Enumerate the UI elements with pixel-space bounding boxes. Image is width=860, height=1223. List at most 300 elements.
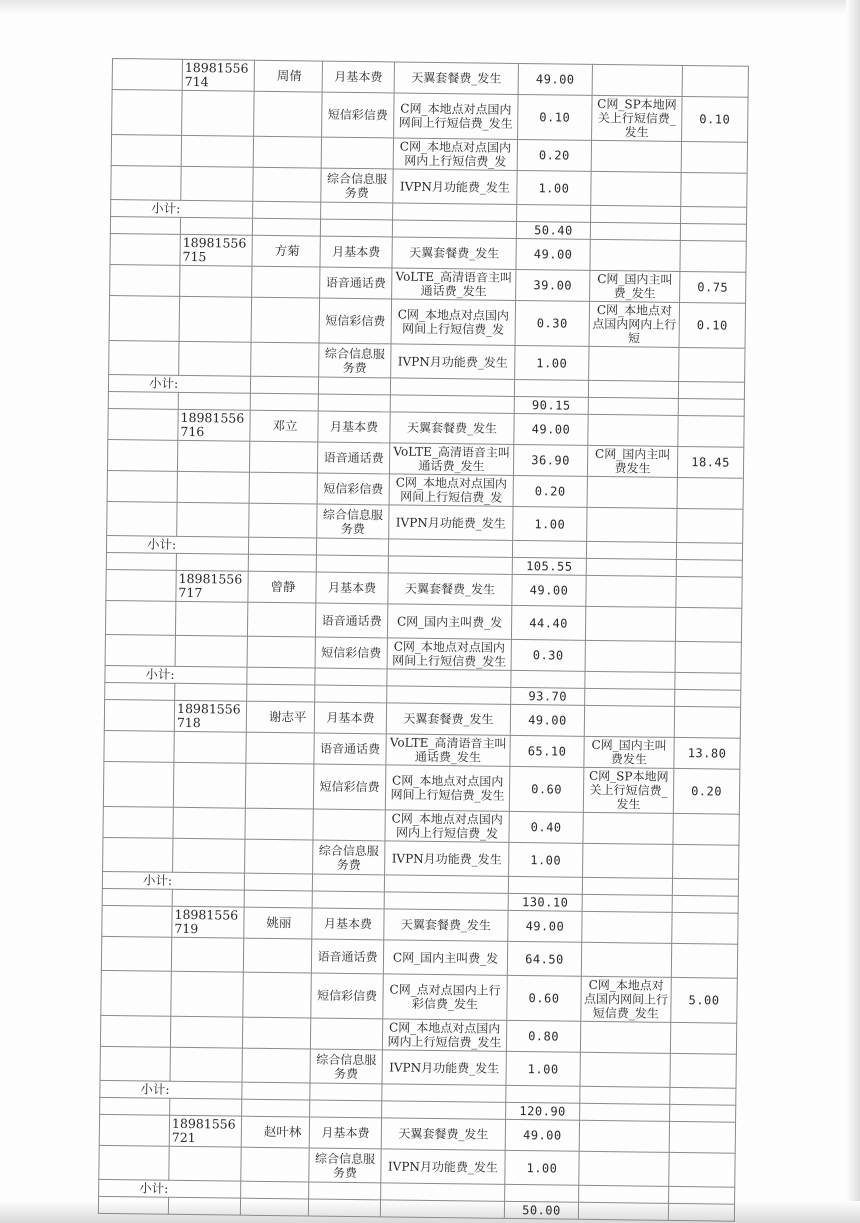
fee-amount: 1.00: [505, 1150, 579, 1185]
blank-cell: [100, 1097, 170, 1115]
fee-category: 综合信息服务费: [321, 168, 393, 203]
blank-cell: [240, 1198, 308, 1216]
fee-amount: 49.00: [512, 574, 586, 606]
fee-item: 天翼套餐费_发生: [384, 909, 508, 942]
fee-item: 天翼套餐费_发生: [390, 412, 514, 445]
customer-name: 邓立: [250, 410, 318, 442]
sub-fee-item: C网_国内主叫费发生: [587, 445, 677, 477]
blank-cell: [681, 206, 747, 224]
fee-item: 天翼套餐费_发生: [394, 62, 518, 95]
subtotal-label: 小计:: [108, 374, 250, 393]
fee-amount: 1.00: [515, 345, 589, 380]
blank-cell: [670, 1087, 736, 1105]
blank-cell: [672, 878, 738, 896]
blank-cell: [320, 219, 392, 237]
blank-cell: [390, 395, 514, 414]
blank-cell: [101, 936, 171, 971]
blank-cell: [586, 558, 676, 576]
fee-category: 综合信息服务费: [319, 343, 391, 378]
blank-cell: [242, 1017, 310, 1049]
blank-cell: [180, 217, 252, 235]
blank-cell: [109, 295, 180, 341]
blank-cell: [246, 732, 314, 764]
blank-cell: [179, 341, 251, 376]
bill-row: [103, 761, 740, 814]
fee-category: 短信彩信费: [311, 973, 384, 1019]
sub-fee-amount: [679, 347, 745, 382]
blank-cell: [102, 888, 172, 906]
sub-fee-amount: [682, 65, 748, 97]
blank-cell: [254, 91, 323, 137]
fee-amount: 49.00: [514, 413, 588, 445]
bill-row: [101, 970, 738, 1023]
blank-cell: [171, 971, 244, 1017]
blank-cell: [321, 202, 393, 220]
blank-cell: [180, 265, 252, 297]
blank-cell: [675, 689, 741, 707]
blank-cell: [109, 340, 179, 375]
sub-fee-item: C网_国内主叫费发生: [584, 736, 674, 768]
blank-cell: [100, 1015, 170, 1047]
sub-fee-amount: [669, 1121, 735, 1153]
sub-fee-amount: [669, 1152, 735, 1187]
fee-category: 综合信息服务费: [313, 840, 385, 875]
sub-fee-item: [591, 140, 681, 172]
sub-fee-item: [582, 911, 672, 943]
blank-cell: [106, 569, 176, 601]
blank-cell: [181, 135, 253, 167]
blank-cell: [105, 600, 175, 635]
blank-cell: [512, 540, 586, 558]
fee-category: 综合信息服务费: [317, 504, 389, 539]
sub-fee-item: [583, 812, 673, 844]
blank-cell: [247, 602, 315, 637]
fee-item: 天翼套餐费_发生: [386, 703, 510, 736]
subtotal-amount: 90.15: [514, 396, 588, 414]
billing-rows: [98, 59, 748, 1222]
fee-item: C网_本地点对点国内网内上行短信费_发: [385, 810, 509, 843]
subtotal-label: 小计:: [99, 1179, 241, 1198]
bill-row: [109, 295, 746, 348]
fee-category: 语音通话费: [315, 603, 387, 638]
blank-cell: [103, 761, 174, 807]
fee-category: 短信彩信费: [322, 92, 395, 138]
blank-cell: [247, 667, 315, 685]
fee-amount: 1.00: [517, 170, 591, 205]
sub-fee-amount: [678, 415, 744, 447]
fee-item: VoLTE_高清语音主叫通话费_发生: [386, 734, 510, 767]
blank-cell: [252, 266, 320, 298]
sub-fee-item: [579, 1151, 669, 1186]
blank-cell: [678, 381, 744, 399]
sub-fee-item: [592, 64, 682, 96]
sub-fee-amount: 0.10: [682, 96, 749, 142]
sub-fee-item: [591, 171, 681, 206]
fee-amount: 64.50: [507, 941, 581, 976]
blank-cell: [579, 1185, 669, 1203]
blank-cell: [98, 1196, 168, 1214]
blank-cell: [318, 394, 390, 412]
fee-category: 月基本费: [322, 61, 394, 93]
subtotal-amount: 105.55: [512, 557, 586, 575]
blank-cell: [308, 1199, 380, 1217]
blank-cell: [244, 873, 312, 891]
blank-cell: [676, 542, 742, 560]
blank-cell: [176, 553, 248, 571]
blank-cell: [107, 501, 177, 536]
blank-cell: [241, 1147, 309, 1182]
fee-category: 月基本费: [316, 572, 388, 604]
blank-cell: [249, 503, 317, 538]
account-number: 18981556716: [178, 409, 250, 441]
blank-cell: [580, 1086, 670, 1104]
blank-cell: [312, 874, 384, 892]
blank-cell: [675, 672, 741, 690]
fee-category: 语音通话费: [317, 442, 389, 474]
fee-category: 综合信息服务费: [309, 1148, 381, 1183]
fee-item: C网_本地点对点国内网间上行短信费_发: [391, 299, 516, 346]
blank-cell: [680, 223, 746, 241]
blank-cell: [243, 972, 312, 1018]
blank-cell: [588, 397, 678, 415]
subtotal-amount: 50.00: [504, 1201, 578, 1219]
blank-cell: [168, 1197, 240, 1215]
fee-category: 月基本费: [320, 236, 392, 268]
blank-cell: [312, 891, 384, 909]
blank-cell: [177, 502, 249, 537]
blank-cell: [173, 807, 245, 839]
blank-cell: [177, 440, 249, 472]
blank-cell: [253, 167, 321, 202]
blank-cell: [108, 391, 178, 409]
subtotal-label: 小计:: [105, 665, 247, 684]
fee-amount: 36.90: [513, 444, 587, 476]
sub-fee-amount: 0.20: [673, 768, 740, 814]
sub-fee-item: [587, 476, 677, 508]
fee-category: 月基本费: [312, 908, 384, 940]
blank-cell: [241, 1181, 309, 1199]
blank-cell: [585, 688, 675, 706]
sub-fee-item: [590, 239, 680, 271]
blank-cell: [242, 1099, 310, 1117]
blank-cell: [110, 264, 180, 296]
sub-fee-amount: [681, 141, 747, 173]
fee-item: 天翼套餐费_发生: [381, 1118, 505, 1151]
fee-amount: 0.20: [517, 139, 591, 171]
fee-amount: 44.40: [511, 605, 585, 640]
blank-cell: [104, 699, 174, 731]
fee-item: VoLTE_高清语音主叫通话费_发生: [392, 268, 516, 301]
fee-amount: 49.00: [516, 238, 590, 270]
blank-cell: [170, 1016, 242, 1048]
account-number: 18981556717: [176, 570, 248, 602]
sub-fee-item: C网_本地点对点国内网间上行短信费_发生: [581, 976, 672, 1022]
account-number: 18981556721: [169, 1115, 241, 1147]
blank-cell: [514, 379, 588, 397]
blank-cell: [169, 1146, 241, 1181]
fee-item: C网_本地点对点国内网间上行短信费_发: [389, 474, 513, 507]
fee-amount: 49.00: [505, 1119, 579, 1151]
blank-cell: [181, 166, 253, 201]
blank-cell: [171, 937, 243, 972]
customer-name: 姚丽: [244, 907, 312, 939]
blank-cell: [249, 441, 317, 473]
blank-cell: [111, 135, 181, 167]
blank-cell: [110, 216, 180, 234]
sub-fee-amount: [672, 912, 738, 944]
fee-amount: 0.10: [518, 94, 593, 140]
bill-row: [112, 90, 749, 143]
blank-cell: [384, 875, 508, 894]
subtotal-amount: 120.90: [506, 1102, 580, 1120]
sub-fee-amount: [677, 508, 743, 543]
sub-fee-amount: [671, 943, 737, 978]
fee-item: C网_点对点国内上行彩信费_发生: [383, 974, 508, 1021]
blank-cell: [249, 472, 317, 504]
blank-cell: [387, 669, 511, 688]
blank-cell: [582, 877, 672, 895]
blank-cell: [247, 636, 315, 668]
blank-cell: [242, 1048, 310, 1083]
subtotal-amount: 130.10: [508, 893, 582, 911]
fee-category: 短信彩信费: [319, 298, 392, 344]
fee-amount: 0.20: [513, 475, 587, 507]
sub-fee-item: [589, 346, 679, 381]
scan-edge-top: [0, 0, 860, 14]
blank-cell: [175, 601, 247, 636]
blank-cell: [244, 890, 312, 908]
blank-cell: [245, 808, 313, 840]
account-number: 18981556714: [182, 59, 254, 91]
blank-cell: [315, 685, 387, 703]
blank-cell: [676, 559, 742, 577]
blank-cell: [382, 1084, 506, 1103]
fee-amount: 39.00: [516, 269, 590, 301]
billing-table: [98, 58, 749, 1222]
fee-item: 天翼套餐费_发生: [392, 237, 516, 270]
blank-cell: [112, 90, 183, 136]
blank-cell: [392, 220, 516, 239]
blank-cell: [251, 342, 319, 377]
blank-cell: [106, 552, 176, 570]
blank-cell: [107, 439, 177, 471]
blank-cell: [585, 671, 675, 689]
blank-cell: [108, 408, 178, 440]
fee-amount: 0.40: [509, 811, 583, 843]
fee-amount: 0.80: [506, 1020, 580, 1052]
fee-amount: 1.00: [506, 1051, 580, 1086]
blank-cell: [381, 1183, 505, 1202]
fee-amount: 1.00: [513, 506, 587, 541]
sub-fee-amount: 0.75: [680, 271, 746, 303]
blank-cell: [517, 204, 591, 222]
fee-amount: 0.30: [515, 300, 590, 346]
sub-fee-amount: [675, 607, 741, 642]
sub-fee-amount: [676, 576, 742, 608]
blank-cell: [382, 1101, 506, 1120]
fee-amount: 0.60: [507, 975, 582, 1021]
blank-cell: [105, 682, 175, 700]
fee-category: 月基本费: [314, 702, 386, 734]
fee-amount: 49.00: [510, 704, 584, 736]
blank-cell: [245, 839, 313, 874]
sub-fee-amount: [673, 844, 739, 879]
subtotal-amount: 93.70: [511, 687, 585, 705]
bill-sheet: [99, 58, 748, 1218]
sub-fee-item: C网_SP本地网关上行短信费_发生: [583, 767, 674, 813]
blank-cell: [668, 1203, 734, 1221]
fee-item: IVPN月功能费_发生: [391, 344, 515, 380]
blank-cell: [251, 297, 320, 343]
blank-cell: [243, 938, 311, 973]
fee-category: 月基本费: [309, 1117, 381, 1149]
blank-cell: [105, 634, 175, 666]
blank-cell: [172, 889, 244, 907]
blank-cell: [588, 380, 678, 398]
customer-name: 方菊: [252, 235, 320, 267]
blank-cell: [582, 894, 672, 912]
blank-cell: [101, 970, 172, 1016]
blank-cell: [99, 1114, 169, 1146]
sub-fee-amount: 5.00: [671, 977, 738, 1023]
blank-cell: [384, 892, 508, 911]
account-number: 18981556715: [180, 234, 252, 266]
blank-cell: [670, 1104, 736, 1122]
fee-amount: 1.00: [509, 842, 583, 877]
sub-fee-amount: 13.80: [674, 737, 740, 769]
blank-cell: [390, 378, 514, 397]
fee-category: 短信彩信费: [317, 473, 389, 505]
blank-cell: [387, 686, 511, 705]
sub-fee-item: [588, 414, 678, 446]
blank-cell: [104, 730, 174, 762]
fee-item: VoLTE_高清语音主叫通话费_发生: [389, 443, 513, 476]
fee-category: 短信彩信费: [313, 764, 386, 810]
blank-cell: [252, 218, 320, 236]
blank-cell: [242, 1082, 310, 1100]
sub-fee-item: [579, 1120, 669, 1152]
sub-fee-amount: [673, 813, 739, 845]
fee-category: 短信彩信费: [315, 637, 387, 669]
blank-cell: [100, 1046, 170, 1081]
fee-item: IVPN月功能费_发生: [389, 505, 513, 541]
blank-cell: [248, 554, 316, 572]
sub-fee-item: [586, 575, 676, 607]
blank-cell: [110, 233, 180, 265]
sub-fee-item: [585, 606, 675, 641]
sub-fee-amount: [681, 172, 747, 207]
blank-cell: [578, 1202, 668, 1220]
blank-cell: [511, 670, 585, 688]
blank-cell: [102, 905, 172, 937]
sub-fee-item: [587, 507, 677, 542]
blank-cell: [177, 471, 249, 503]
blank-cell: [182, 90, 255, 136]
blank-cell: [248, 537, 316, 555]
sub-fee-amount: [670, 1022, 736, 1054]
blank-cell: [103, 806, 173, 838]
sub-fee-amount: [670, 1053, 736, 1088]
blank-cell: [591, 205, 681, 223]
blank-cell: [310, 1100, 382, 1118]
sub-fee-amount: [675, 641, 741, 673]
blank-cell: [175, 635, 247, 667]
fee-category: 语音通话费: [320, 267, 392, 299]
blank-cell: [250, 393, 318, 411]
blank-cell: [393, 203, 517, 222]
blank-cell: [586, 541, 676, 559]
fee-category: [310, 1018, 382, 1050]
blank-cell: [99, 1145, 169, 1180]
fee-item: C网_本地点对点国内网间上行短信费_发生: [387, 638, 511, 671]
subtotal-label: 小计:: [102, 871, 244, 890]
blank-cell: [179, 296, 252, 342]
blank-cell: [309, 1182, 381, 1200]
sub-fee-amount: 18.45: [677, 446, 743, 478]
blank-cell: [506, 1085, 580, 1103]
fee-item: C网_本地点对点国内网间上行短信费_发生: [394, 93, 519, 140]
blank-cell: [672, 895, 738, 913]
sub-fee-item: C网_SP本地网关上行短信费_发生: [592, 95, 683, 141]
fee-category: 语音通话费: [311, 939, 383, 974]
blank-cell: [678, 398, 744, 416]
sub-fee-item: [585, 640, 675, 672]
fee-category: [313, 809, 385, 841]
account-number: 18981556719: [172, 906, 244, 938]
subtotal-label: 小计:: [111, 199, 253, 218]
blank-cell: [505, 1184, 579, 1202]
blank-cell: [103, 837, 173, 872]
blank-cell: [175, 683, 247, 701]
blank-cell: [388, 539, 512, 558]
blank-cell: [316, 538, 388, 556]
blank-cell: [316, 555, 388, 573]
sub-fee-item: [580, 1052, 670, 1087]
blank-cell: [247, 684, 315, 702]
subtotal-amount: 50.40: [516, 221, 590, 239]
fee-category: 语音通话费: [314, 733, 386, 765]
blank-cell: [310, 1083, 382, 1101]
blank-cell: [253, 201, 321, 219]
fee-item: C网_国内主叫费_发: [383, 940, 507, 976]
blank-cell: [315, 668, 387, 686]
blank-cell: [253, 136, 321, 168]
fee-amount: 65.10: [510, 735, 584, 767]
fee-category: 综合信息服务费: [310, 1049, 382, 1084]
sub-fee-item: [583, 843, 673, 878]
blank-cell: [170, 1098, 242, 1116]
sub-fee-item: C网_本地点对点国内网内上行短: [589, 301, 680, 347]
sub-fee-item: [581, 942, 671, 977]
fee-amount: 49.00: [518, 63, 592, 95]
fee-amount: 0.60: [509, 766, 584, 812]
scan-edge-right: [846, 0, 860, 1223]
blank-cell: [250, 376, 318, 394]
blank-cell: [388, 556, 512, 575]
blank-cell: [580, 1103, 670, 1121]
fee-category: 月基本费: [318, 411, 390, 443]
blank-cell: [107, 470, 177, 502]
fee-amount: 0.30: [511, 639, 585, 671]
fee-item: 天翼套餐费_发生: [388, 573, 512, 606]
account-number: 18981556718: [174, 700, 246, 732]
customer-name: 赵叶林: [241, 1116, 309, 1148]
blank-cell: [174, 731, 246, 763]
fee-item: IVPN月功能费_发生: [385, 841, 509, 877]
blank-cell: [380, 1200, 504, 1219]
subtotal-label: 小计:: [100, 1080, 242, 1099]
fee-item: C网_本地点对点国内网内上行短信费_发: [393, 138, 517, 171]
